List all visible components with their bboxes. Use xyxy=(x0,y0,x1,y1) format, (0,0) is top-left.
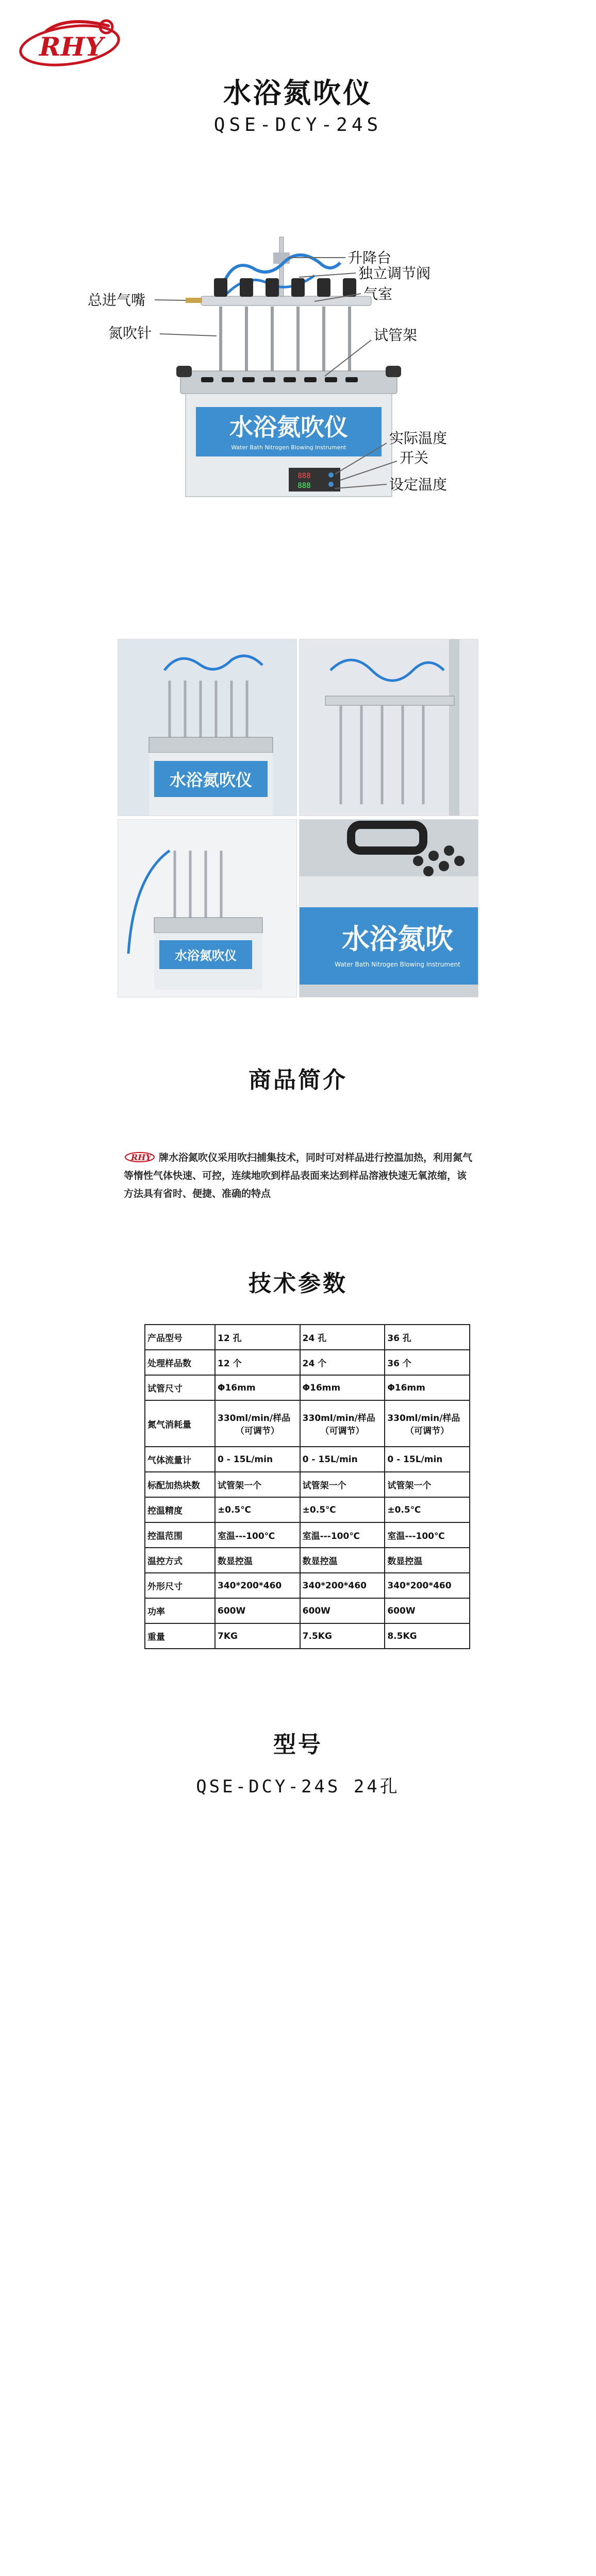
photo-1-panel-text: 水浴氮吹仪 xyxy=(169,770,253,790)
callout-valve: 独立调节阀 xyxy=(358,265,431,282)
photo-4-panel-subtext: Water Bath Nitrogen Blowing Instrument xyxy=(335,961,460,968)
table-cell: 340*200*460 xyxy=(385,1573,470,1598)
table-cell: 8.5KG xyxy=(385,1623,470,1649)
intro-brand-logo xyxy=(124,1150,156,1163)
callout-chamber: 气室 xyxy=(363,285,393,302)
callout-needle: 氮吹针 xyxy=(108,325,152,342)
table-cell: 7KG xyxy=(215,1623,300,1649)
callout-rack: 试管架 xyxy=(374,327,418,344)
product-photo-side xyxy=(299,639,478,816)
diagram-panel-text: 水浴氮吹仪 xyxy=(229,413,348,441)
table-row-label: 重量 xyxy=(145,1623,215,1649)
callout-set-temp: 设定温度 xyxy=(389,476,448,493)
adjustable-note: （可调节） xyxy=(235,1426,279,1436)
table-cell: 600W xyxy=(215,1598,300,1623)
table-cell: 12 个 xyxy=(215,1350,300,1375)
intro-paragraph xyxy=(124,1149,474,1203)
table-cell: Φ16mm xyxy=(215,1375,300,1400)
table-cell: 330ml/min/样品 （可调节） xyxy=(385,1400,470,1447)
table-row-label: 标配加热块数 xyxy=(145,1472,215,1497)
table-row xyxy=(145,1522,470,1548)
callout-switch: 开关 xyxy=(400,449,429,466)
table-cell: 数显控温 xyxy=(215,1548,300,1573)
table-row-label: 温控方式 xyxy=(145,1548,215,1573)
display-actual: 888 xyxy=(297,472,311,480)
callout-actual-temp: 实际温度 xyxy=(389,430,448,447)
table-cell: 试管架一个 xyxy=(300,1472,385,1497)
table-cell: 数显控温 xyxy=(300,1548,385,1573)
table-cell: 室温---100℃ xyxy=(215,1522,300,1548)
table-cell: 0 - 15L/min xyxy=(385,1447,470,1472)
logo-text: RHY xyxy=(39,31,104,62)
table-cell: 330ml/min/样品 （可调节） xyxy=(215,1400,300,1447)
table-cell: 0 - 15L/min xyxy=(300,1447,385,1472)
table-row-label: 产品型号 xyxy=(145,1325,215,1350)
product-photo-front xyxy=(118,639,297,816)
table-cell: 0 - 15L/min xyxy=(215,1447,300,1472)
display-set: 888 xyxy=(297,482,311,490)
table-cell: 24 孔 xyxy=(300,1325,385,1350)
product-photo-angle xyxy=(118,819,297,997)
product-diagram xyxy=(88,216,490,567)
table-cell: ±0.5℃ xyxy=(300,1497,385,1522)
model-value: QSE-DCY-24S 24孔 xyxy=(196,1776,400,1797)
table-row-label: 氮气消耗量 xyxy=(145,1400,215,1447)
table-cell: Φ16mm xyxy=(300,1375,385,1400)
photo-4-panel-text: 水浴氮吹 xyxy=(342,923,453,955)
table-row xyxy=(145,1573,470,1598)
table-row xyxy=(145,1623,470,1649)
intro-text: 牌水浴氮吹仪采用吹扫捕集技术，同时可对样品进行控温加热，利用氮气等惰性气体快速、可控，连续地吹到样品表面来达到样品溶液快速无氧浓缩，该方法具有省时、便捷、准确的特点 xyxy=(124,1152,473,1199)
diagram-panel-subtext: Water Bath Nitrogen Blowing Instrument xyxy=(231,444,346,451)
table-row-label: 气体流量计 xyxy=(145,1447,215,1472)
table-row xyxy=(145,1598,470,1623)
table-row-label: 控温范围 xyxy=(145,1522,215,1548)
model-section-title: 型号 xyxy=(273,1732,323,1758)
adjustable-note: （可调节） xyxy=(405,1426,450,1436)
brand-logo xyxy=(15,15,124,72)
table-cell: 试管架一个 xyxy=(215,1472,300,1497)
table-cell: 室温---100℃ xyxy=(300,1522,385,1548)
table-row xyxy=(145,1400,470,1447)
table-row xyxy=(145,1497,470,1522)
product-photo-closeup xyxy=(299,819,478,997)
table-cell: 600W xyxy=(385,1598,470,1623)
table-row xyxy=(145,1447,470,1472)
table-row xyxy=(145,1472,470,1497)
table-cell: Φ16mm xyxy=(385,1375,470,1400)
callout-inlet: 总进气嘴 xyxy=(88,292,146,309)
specs-section-title: 技术参数 xyxy=(249,1270,347,1297)
table-row-label: 试管尺寸 xyxy=(145,1375,215,1400)
model-subtitle: QSE-DCY-24S xyxy=(213,114,383,135)
svg-text:RHY: RHY xyxy=(131,1153,152,1162)
table-cell: ±0.5℃ xyxy=(385,1497,470,1522)
table-cell: 数显控温 xyxy=(385,1548,470,1573)
table-row-label: 外形尺寸 xyxy=(145,1573,215,1598)
intro-section-title: 商品简介 xyxy=(249,1067,347,1093)
table-cell: ±0.5℃ xyxy=(215,1497,300,1522)
callout-lift-table: 升降台 xyxy=(348,249,392,266)
table-cell: 600W xyxy=(300,1598,385,1623)
table-row xyxy=(145,1548,470,1573)
table-cell: 330ml/min/样品 （可调节） xyxy=(300,1400,385,1447)
table-row-label: 功率 xyxy=(145,1598,215,1623)
table-cell: 36 个 xyxy=(385,1350,470,1375)
table-cell: 24 个 xyxy=(300,1350,385,1375)
table-cell: 36 孔 xyxy=(385,1325,470,1350)
table-cell: 12 孔 xyxy=(215,1325,300,1350)
photo-3-panel-text: 水浴氮吹仪 xyxy=(175,948,237,963)
adjustable-note: （可调节） xyxy=(320,1426,365,1436)
table-cell: 7.5KG xyxy=(300,1623,385,1649)
table-row xyxy=(145,1375,470,1400)
table-row xyxy=(145,1350,470,1375)
spec-table xyxy=(144,1324,470,1649)
table-cell: 室温---100℃ xyxy=(385,1522,470,1548)
table-cell: 340*200*460 xyxy=(300,1573,385,1598)
table-row-label: 控温精度 xyxy=(145,1497,215,1522)
table-cell: 试管架一个 xyxy=(385,1472,470,1497)
table-row-label: 处理样品数 xyxy=(145,1350,215,1375)
page-title: 水浴氮吹仪 xyxy=(223,77,373,109)
table-row xyxy=(145,1325,470,1350)
table-cell: 340*200*460 xyxy=(215,1573,300,1598)
